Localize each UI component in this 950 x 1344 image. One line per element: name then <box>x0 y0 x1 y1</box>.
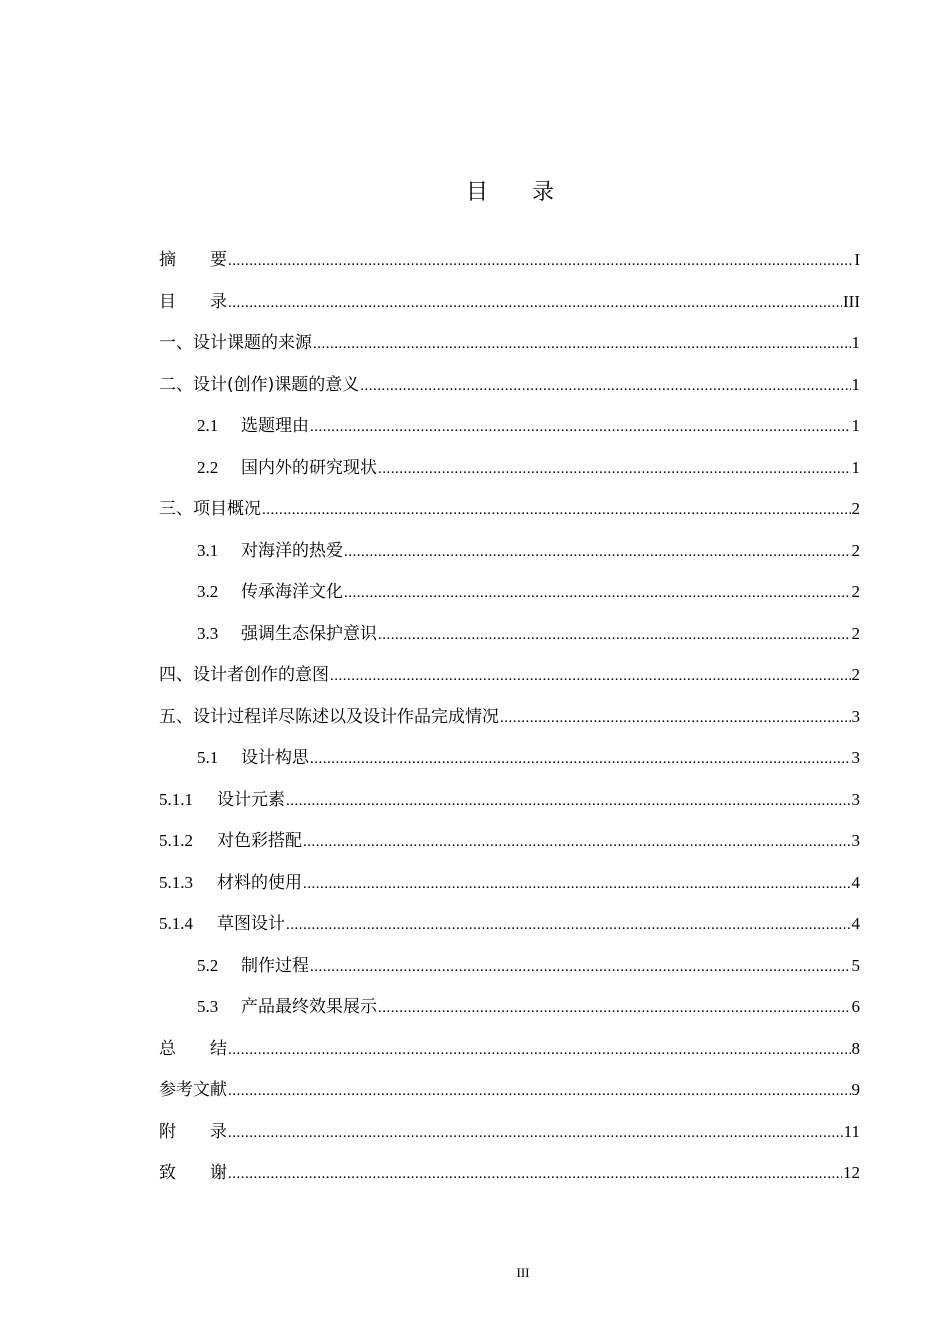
toc-leader-dots <box>228 1158 842 1190</box>
toc-entry-label: 选题理由 <box>241 416 309 436</box>
toc-leader-dots <box>286 785 851 817</box>
toc-leader-dots <box>303 826 851 858</box>
toc-entry-label: 摘 要 <box>159 250 227 270</box>
toc-entry[interactable] <box>159 452 860 494</box>
toc-leader-dots <box>344 536 851 568</box>
toc-entry-page: 5 <box>851 955 860 975</box>
toc-entry-number: 5.1.3 <box>159 872 193 892</box>
toc-leader-dots <box>310 743 851 775</box>
toc-entry-label: 目 录 <box>159 291 227 312</box>
toc-entry[interactable] <box>159 1074 860 1116</box>
toc-entry-label: 对海洋的热爱 <box>241 540 343 561</box>
toc-entry-page: 2 <box>851 582 860 601</box>
toc-entry-page: 2 <box>851 499 860 518</box>
toc-entry-page: 3 <box>851 706 860 726</box>
toc-entry-page: 2 <box>851 665 860 684</box>
toc-entry-page: 1 <box>851 416 860 435</box>
toc-leader-dots <box>310 411 851 443</box>
toc-leader-dots <box>360 370 850 402</box>
toc-entry[interactable] <box>159 701 860 743</box>
toc-entry-page: 4 <box>851 914 860 933</box>
toc-entry-page: 3 <box>851 789 860 809</box>
toc-entry-label: 附 录 <box>159 1121 227 1142</box>
toc-entry-label: 致 谢 <box>159 1163 227 1183</box>
toc-entry[interactable] <box>159 535 860 577</box>
toc-leader-dots <box>344 577 851 609</box>
toc-entry-label: 对色彩搭配 <box>217 831 302 851</box>
toc-entry-number: 5.1.4 <box>159 914 193 933</box>
toc-entry-label: 总 结 <box>159 1038 227 1059</box>
toc-leader-dots <box>228 245 853 277</box>
toc-leader-dots <box>313 328 851 360</box>
toc-entry[interactable] <box>159 369 860 411</box>
toc-entry[interactable] <box>159 742 860 784</box>
toc-entry-label: 一、设计课题的来源 <box>159 333 312 353</box>
toc-entry-label: 制作过程 <box>241 955 309 976</box>
toc-entry-number: 5.2 <box>197 955 219 975</box>
toc-leader-dots <box>228 1117 843 1149</box>
toc-entry-page: 2 <box>851 623 860 643</box>
toc-entry-label: 五、设计过程详尽陈述以及设计作品完成情况 <box>159 706 499 727</box>
toc-entry[interactable] <box>159 327 860 369</box>
toc-entry-label: 材料的使用 <box>217 872 302 893</box>
toc-leader-dots <box>228 1075 851 1107</box>
toc-entry-label: 设计构思 <box>241 748 309 768</box>
toc-leader-dots <box>228 287 842 319</box>
toc-entry-number: 5.3 <box>197 997 219 1016</box>
toc-entry[interactable] <box>159 1116 860 1158</box>
toc-entry-number: 5.1.1 <box>159 789 193 809</box>
toc-entry-page: 3 <box>851 748 860 767</box>
toc-entry-number: 3.1 <box>197 540 219 560</box>
toc-entry[interactable] <box>159 286 860 328</box>
toc-entry[interactable] <box>159 991 860 1033</box>
toc-entry-page: 2 <box>851 540 860 560</box>
toc-entry[interactable] <box>159 618 860 660</box>
toc-leader-dots <box>262 494 851 526</box>
toc-entry[interactable] <box>159 908 860 950</box>
footer-page-number: III <box>516 1265 530 1280</box>
toc-leader-dots <box>310 951 851 983</box>
toc-entry[interactable] <box>159 784 860 826</box>
toc-entry[interactable] <box>159 950 860 992</box>
toc-entry-label: 草图设计 <box>217 914 285 934</box>
toc-entry-page: 1 <box>851 333 860 352</box>
toc-entry-label: 参考文献 <box>159 1080 227 1100</box>
toc-entry[interactable] <box>159 576 860 618</box>
toc-entry-number: 5.1.2 <box>159 831 193 850</box>
toc-entry[interactable] <box>159 244 860 286</box>
toc-entry-page: 9 <box>851 1080 860 1099</box>
toc-entry-label: 产品最终效果展示 <box>241 997 377 1017</box>
toc-entry-page: 11 <box>843 1121 860 1141</box>
toc-entry[interactable] <box>159 659 860 701</box>
toc-entry[interactable] <box>159 867 860 909</box>
toc-entry-label: 三、项目概况 <box>159 499 261 519</box>
toc-entry-page: I <box>854 250 860 269</box>
toc-leader-dots <box>500 702 851 734</box>
toc-entry-page: III <box>843 291 860 311</box>
toc-entry-label: 设计元素 <box>217 789 285 810</box>
toc-entry[interactable] <box>159 493 860 535</box>
toc-entry-page: 4 <box>851 872 860 892</box>
toc-entry[interactable] <box>159 410 860 452</box>
toc-entry-number: 3.3 <box>197 623 219 643</box>
toc-leader-dots <box>286 909 851 941</box>
toc-entry-page: 1 <box>851 457 860 477</box>
toc-entry-label: 传承海洋文化 <box>241 582 343 602</box>
toc-entry-number: 2.1 <box>197 416 219 435</box>
table-of-contents <box>159 244 860 1199</box>
page-title: 目 录 <box>465 180 554 205</box>
toc-entry-number: 5.1 <box>197 748 219 767</box>
toc-entry-page: 12 <box>843 1163 860 1182</box>
toc-entry-page: 1 <box>851 374 860 394</box>
toc-entry-label: 二、设计(创作)课题的意义 <box>159 374 360 395</box>
toc-leader-dots <box>303 868 851 900</box>
toc-entry-page: 6 <box>851 997 860 1016</box>
toc-leader-dots <box>378 992 851 1024</box>
toc-leader-dots <box>330 660 851 692</box>
toc-entry-number: 2.2 <box>197 457 219 477</box>
toc-leader-dots <box>378 453 851 485</box>
toc-entry-label: 强调生态保护意识 <box>241 623 377 644</box>
toc-entry-page: 8 <box>851 1038 860 1058</box>
toc-entry[interactable] <box>159 825 860 867</box>
toc-entry-label: 四、设计者创作的意图 <box>159 665 329 685</box>
toc-entry-label: 国内外的研究现状 <box>241 457 377 478</box>
toc-entry-page: 3 <box>851 831 860 850</box>
toc-leader-dots <box>378 619 851 651</box>
toc-entry[interactable] <box>159 1033 860 1075</box>
toc-leader-dots <box>228 1034 851 1066</box>
toc-entry[interactable] <box>159 1157 860 1199</box>
toc-entry-number: 3.2 <box>197 582 219 601</box>
